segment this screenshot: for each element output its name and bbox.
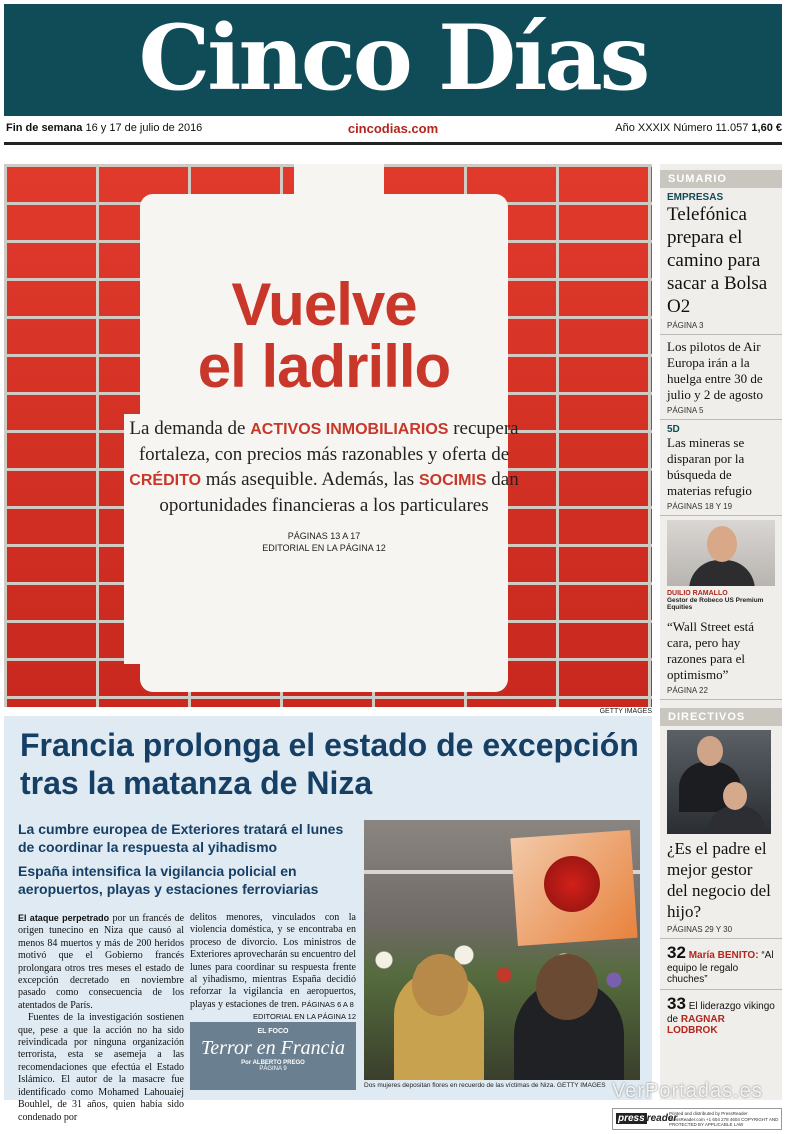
article-column-1: [18, 912, 184, 1124]
photo-figure: [709, 806, 765, 834]
edition-label: Fin de semana: [6, 122, 83, 134]
pressreader-fine-print: Printed and distributed by PressReader PressReader.com +1 604 278 4604 COPYRIGHT AND PROTECTED BY APPLICABLE LAW: [669, 1111, 779, 1127]
france-subhead-1: La cumbre europea de Exteriores tratará el lunes de coordinar la respuesta al yihadismo: [18, 821, 344, 855]
directivos-header: DIRECTIVOS: [660, 708, 782, 726]
sidebar-headline: Telefónica prepara el camino para sacar a Bolsa O2: [667, 204, 768, 317]
article-lead-in: El ataque perpetrado: [18, 913, 110, 923]
article-text: por un francés de origen tunecino en Niza que causó al menos 84 muertos y más de 200 heridos motivó que el Gobierno francés prolongara otros tres meses el estado de excepción decretado en noviembre pasado como consecuencia de los atentados de París.: [18, 913, 185, 1011]
lead-deck: [124, 416, 524, 518]
portrait-body: [689, 560, 755, 586]
lead-highlight-3: SOCIMIS: [418, 472, 487, 489]
photo-head: [697, 736, 723, 766]
item-text: El liderazgo vikingo de: [667, 1001, 775, 1025]
lead-text-4: dan oportunidades financieras a los particulares: [159, 469, 519, 516]
photo-caption: Dos mujeres depositan flores en recuerdo de las víctimas de Niza. GETTY IMAGES: [364, 1082, 606, 1089]
nice-memorial-photo[interactable]: [364, 820, 640, 1080]
sidebar-summary: [660, 164, 782, 1100]
page-ref: PÁGINAS 18 Y 19: [667, 502, 733, 511]
focus-author: Por ALBERTO PREGO: [241, 1060, 305, 1066]
pressreader-logo-part2: reader: [646, 1113, 678, 1124]
sidebar-item-empresas[interactable]: [660, 188, 782, 335]
portrait-head: [707, 526, 737, 562]
father-son-photo: [667, 730, 771, 834]
issue-info: [615, 122, 782, 134]
lead-text-2: recupera fortaleza, con precios más razonables y oferta de: [138, 418, 519, 465]
lead-headline[interactable]: [124, 271, 524, 400]
page-ref: PÁGINA 22: [667, 686, 708, 695]
watermark: VerPortadas.es: [612, 1080, 763, 1102]
article-text-2: Fuentes de la investigación sostienen que, pese a que la acción no ha sido reivindicada por ninguna organización terrorista, esta se asemeja a las recomendaciones que efectúa el Estado Islámico. El autor de la masacre fue identificado como Mohamed Lahouaiej Bouhlel, de 31 años, quien había sido condenado por: [18, 1012, 184, 1123]
pressreader-box[interactable]: [612, 1108, 782, 1130]
editorial-ref: EDITORIAL EN LA PÁGINA 12: [253, 1012, 356, 1022]
person-name: DUILIO RAMALLO: [667, 590, 728, 597]
sumario-header: SUMARIO: [660, 170, 782, 188]
item-text: “Al equipo le regalo chuches”: [667, 950, 774, 985]
page-ref: PÁGINA 5: [667, 406, 704, 415]
lead-headline-line2: el ladrillo: [197, 333, 451, 400]
lead-editorial-ref: EDITORIAL EN LA PÁGINA 12: [262, 543, 386, 553]
section-tag: 5D: [667, 424, 680, 435]
date-text: 16 y 17 de julio de 2016: [85, 122, 203, 134]
el-foco-box[interactable]: [190, 1022, 356, 1090]
lead-text-1: La demanda de: [129, 418, 246, 439]
portrait-photo: [667, 520, 775, 586]
info-bar: [4, 118, 782, 140]
newspaper-logo[interactable]: Cinco Días: [138, 5, 648, 111]
lead-pages: [124, 530, 524, 554]
page-number: 32: [667, 943, 686, 962]
sidebar-headline: ¿Es el padre el mejor gestor del negocio del hijo?: [667, 839, 771, 921]
price: 1,60 €: [751, 122, 782, 134]
page-number: 33: [667, 994, 686, 1013]
article-column-2: [190, 912, 356, 1024]
sidebar-item-interview[interactable]: [660, 586, 782, 700]
france-headline[interactable]: Francia prolonga el estado de excepción tras la matanza de Niza: [20, 727, 639, 801]
lead-story-brick-panel[interactable]: [4, 164, 652, 707]
section-tag: EMPRESAS: [667, 192, 724, 203]
sidebar-headline: Las mineras se disparan por la búsqueda de materias refugio: [667, 435, 752, 498]
france-subhead-2: España intensifica la vigilancia policial en aeropuertos, playas y estaciones ferroviarias: [18, 863, 319, 897]
person-name: RAGNAR LODBROK: [667, 1014, 725, 1036]
focus-headline: Terror en Francia: [200, 1037, 346, 1059]
lead-page-ref: PÁGINAS 13 A 17: [287, 531, 361, 541]
person-role: Gestor de Robeco US Premium Equities: [667, 597, 764, 611]
pressreader-logo-part1: press: [618, 1113, 645, 1124]
page-ref: PÁGINAS 29 Y 30: [667, 925, 733, 934]
lead-highlight-1: ACTIVOS INMOBILIARIOS: [250, 421, 449, 438]
focus-page: PÁGINA 9: [259, 1066, 287, 1072]
sidebar-item-33[interactable]: [660, 990, 782, 1040]
sidebar-item-mineras[interactable]: [660, 420, 782, 516]
page-ref: PÁGINAS 6 A 8: [301, 999, 354, 1009]
rose-drawing: [544, 856, 600, 912]
issue-number: Año XXXIX Número 11.057: [615, 122, 749, 134]
lead-photo-credit: GETTY IMAGES: [599, 708, 652, 715]
woman-head: [412, 954, 468, 1016]
focus-tag: EL FOCO: [257, 1028, 289, 1035]
masthead-rule: [4, 142, 782, 145]
website-link[interactable]: cincodias.com: [347, 121, 439, 136]
page-ref: PÁGINA 3: [667, 321, 704, 330]
person-name: María BENITO:: [688, 950, 759, 961]
article-text: delitos menores, vinculados con la violencia doméstica, y se encontraba en proceso de divorcio. Los ministros de Exteriores aprovecharán su encuentro del lunes para coordinar su respuesta frente al yihadismo, mientras España decidió reforzar la vigilancia en aeropuertos, playas y estaciones de tren.: [190, 912, 356, 1010]
sidebar-item-32[interactable]: [660, 939, 782, 990]
lead-highlight-2: CRÉDITO: [129, 472, 202, 489]
lead-story: [124, 271, 524, 554]
woman-head: [536, 954, 598, 1020]
sidebar-item-air-europa[interactable]: [660, 335, 782, 420]
sidebar-headline: Los pilotos de Air Europa irán a la huelga entre 30 de julio y 2 de agosto: [667, 339, 764, 402]
sidebar-item-padre[interactable]: [660, 834, 782, 939]
masthead: [4, 4, 782, 116]
interview-quote: “Wall Street está cara, pero hay razones para el optimismo”: [667, 619, 755, 682]
lead-text-3: más asequible. Además, las: [205, 469, 415, 490]
lead-headline-line1: Vuelve: [231, 271, 417, 338]
photo-head: [723, 782, 747, 810]
